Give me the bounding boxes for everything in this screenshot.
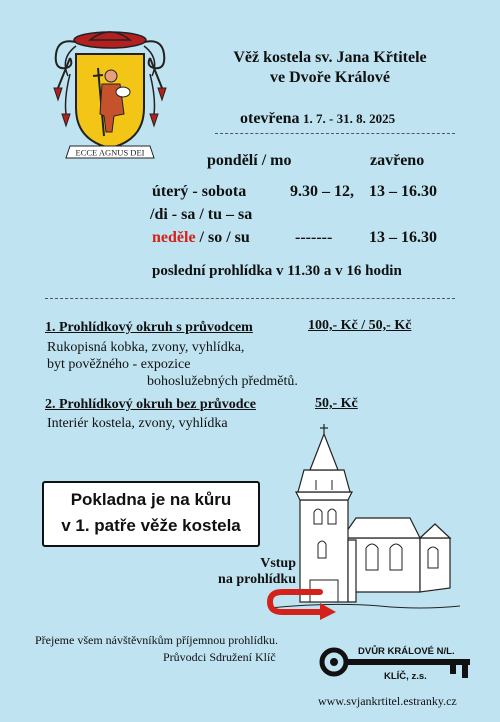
page-title <box>205 48 455 88</box>
cashier-line1: Pokladna je na kůru <box>70 490 232 509</box>
open-label: otevřena <box>240 110 300 127</box>
open-dates: 1. 7. - 31. 8. 2025 <box>303 111 396 126</box>
tour1-desc-line3: bohoslužebných předmětů. <box>147 374 298 389</box>
monday-label: pondělí / mo <box>207 152 292 169</box>
divider-middle <box>45 298 455 299</box>
cashier-box <box>42 481 260 547</box>
weekday-afternoon: 13 – 16.30 <box>369 183 437 200</box>
title-line1: Věž kostela sv. Jana Křtitele <box>233 49 427 66</box>
sunday-label-rest: / so / su <box>195 229 250 246</box>
logo-line2: KLÍČ, z.s. <box>384 671 427 682</box>
tour1-desc-line1: Rukopisná kobka, zvony, vyhlídka, <box>47 340 245 355</box>
tour1-price: 100,- Kč / 50,- Kč <box>308 318 412 333</box>
tour1-desc-line2: byt pověžného - expozice <box>47 357 191 372</box>
monday-status: zavřeno <box>370 152 425 169</box>
last-tour: poslední prohlídka v 11.30 a v 16 hodin <box>152 263 402 279</box>
open-period <box>240 110 395 128</box>
key-logo-icon <box>318 638 478 688</box>
sunday-label-red: neděle <box>152 229 196 246</box>
tour2-title: 2. Prohlídkový okruh bez průvodce <box>45 397 256 412</box>
logo-line1: DVŮR KRÁLOVÉ N/L. <box>358 646 455 657</box>
coat-of-arms <box>40 18 180 168</box>
footer-wish: Přejeme všem návštěvníkům příjemnou prohlídku. <box>35 633 278 647</box>
sunday-morning: ------- <box>295 229 333 246</box>
divider-top <box>215 133 455 134</box>
title-line2: ve Dvoře Králové <box>270 69 390 86</box>
entrance-line2: na prohlídku <box>218 572 296 587</box>
entrance-arrow-icon <box>262 586 342 620</box>
sunday-afternoon: 13 – 16.30 <box>369 229 437 246</box>
sunday-label <box>152 229 250 247</box>
tour1-desc <box>47 339 298 390</box>
website-link[interactable]: www.svjankrtitel.estranky.cz <box>318 694 457 708</box>
footer-guides: Průvodci Sdružení Klíč <box>163 650 276 664</box>
entrance-label <box>212 556 296 588</box>
motto-text: ECCE AGNUS DEI <box>75 147 145 158</box>
weekday-label1: úterý - sobota <box>152 183 247 200</box>
tour2-desc: Interiér kostela, zvony, vyhlídka <box>47 416 228 431</box>
weekday-label2: /di - sa / tu – sa <box>150 206 253 223</box>
cashier-line2: v 1. patře věže kostela <box>61 516 241 535</box>
tour1-title: 1. Prohlídkový okruh s průvodcem <box>45 320 253 335</box>
tour2-price: 50,- Kč <box>315 396 358 411</box>
entrance-line1: Vstup <box>260 556 296 571</box>
weekday-morning: 9.30 – 12, <box>290 183 354 200</box>
